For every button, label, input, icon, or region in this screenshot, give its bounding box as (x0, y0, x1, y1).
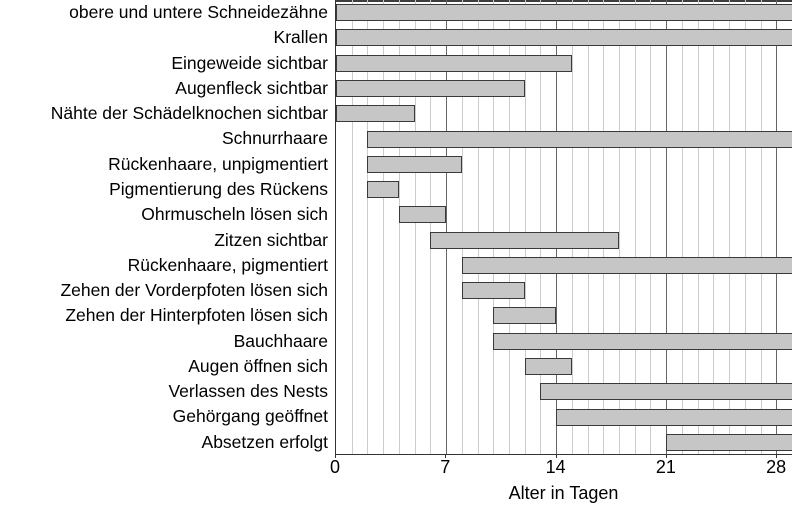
range-bar (462, 257, 792, 274)
category-label: Zitzen sichtbar (214, 229, 328, 250)
category-label: Gehörgang geöffnet (172, 406, 328, 427)
category-label: Rückenhaare, unpigmentiert (108, 153, 328, 174)
range-bar (430, 232, 619, 249)
category-label: Rückenhaare, pigmentiert (127, 254, 328, 275)
category-label: Ohrmuscheln lösen sich (141, 204, 328, 225)
range-bar (367, 181, 398, 198)
category-label: Augenfleck sichtbar (175, 77, 328, 98)
range-bar (336, 55, 572, 72)
range-bar (336, 4, 792, 21)
x-tick-label: 0 (329, 457, 341, 477)
range-bar (666, 434, 792, 451)
category-label: Zehen der Hinterpfoten lösen sich (65, 305, 328, 326)
plot-area (335, 0, 792, 455)
category-label: Augen öffnen sich (188, 355, 328, 376)
range-bar (367, 131, 792, 148)
range-bar (399, 206, 446, 223)
range-bar (367, 156, 461, 173)
x-tick-label: 7 (440, 457, 451, 477)
category-label: Bauchhaare (233, 330, 328, 351)
range-bar (556, 409, 792, 426)
category-label: Pigmentierung des Rückens (109, 178, 328, 199)
clipped-bar-edge (336, 0, 792, 2)
category-label: Absetzen erfolgt (201, 431, 328, 452)
category-label: Schnurrhaare (221, 128, 328, 149)
range-bar (493, 307, 556, 324)
x-tick-label: 21 (655, 457, 676, 477)
range-bar (493, 333, 792, 350)
category-label: Nähte der Schädelknochen sichtbar (50, 103, 328, 124)
category-label: obere und untere Schneidezähne (69, 2, 328, 22)
category-label: Eingeweide sichtbar (171, 52, 328, 73)
range-bar (525, 358, 572, 375)
category-label: Verlassen des Nests (168, 381, 328, 402)
range-bar (336, 29, 792, 46)
x-axis-title: Alter in Tagen (508, 483, 619, 503)
x-tick-label: 28 (766, 457, 787, 477)
range-bar (336, 105, 415, 122)
range-bar (540, 383, 792, 400)
x-tick-label: 14 (545, 457, 566, 477)
range-bar (462, 282, 525, 299)
category-label: Zehen der Vorderpfoten lösen sich (60, 280, 328, 301)
category-label: Krallen (273, 27, 328, 48)
range-bar (336, 80, 525, 97)
category-label-column (0, 0, 335, 455)
